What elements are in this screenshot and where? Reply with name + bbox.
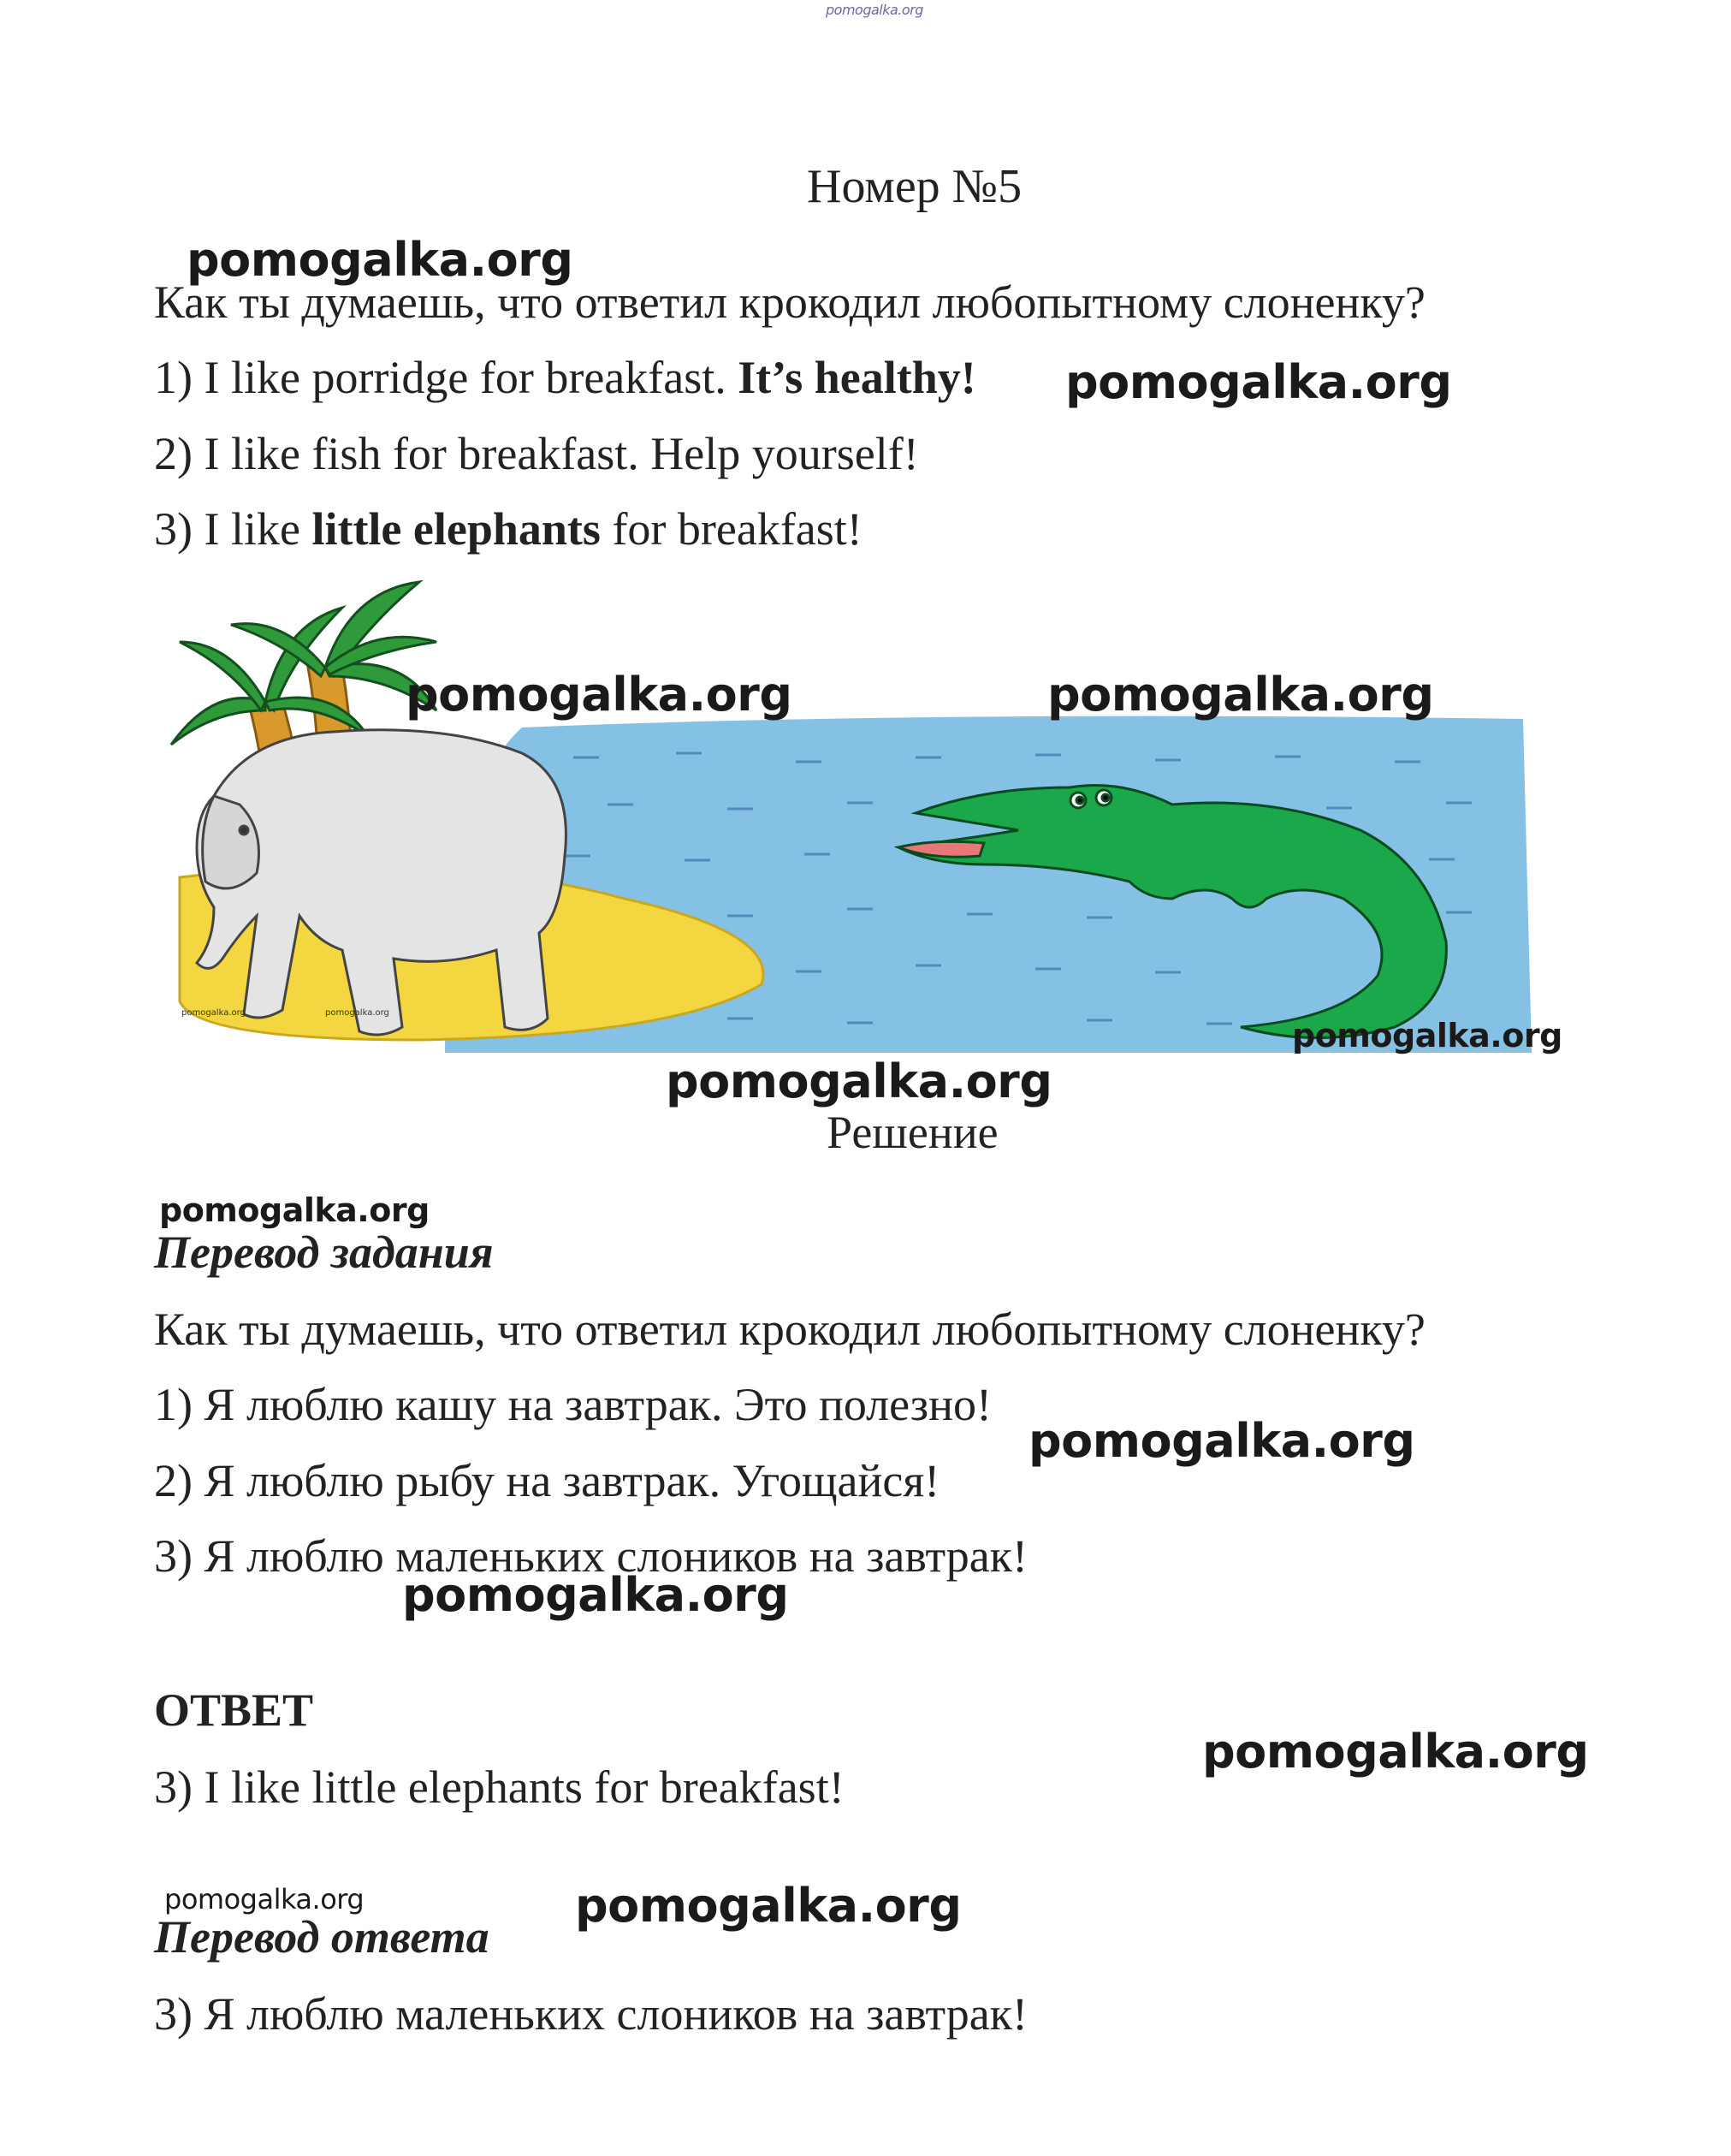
palm-leaves (171, 582, 436, 745)
illustration-watermark-1: pomogalka.org (181, 1008, 246, 1018)
watermark-8: pomogalka.org (1029, 1414, 1415, 1468)
translation-question: Как ты думаешь, что ответил крокодил любопытному слоненку? (154, 1304, 1426, 1355)
option-1 (154, 349, 976, 406)
translation-heading: Перевод задания (154, 1226, 494, 1278)
answer-text: 3) I like little elephants for breakfast! (154, 1761, 845, 1813)
elephant (197, 730, 566, 1035)
option-2-text: I like fish for breakfast. Help yourself! (204, 428, 919, 479)
watermark-7: pomogalka.org (159, 1191, 430, 1229)
option-2-num: 2) (154, 428, 193, 479)
option-2 (154, 425, 919, 482)
option-1-num: 1) (154, 352, 193, 403)
watermark-9: pomogalka.org (402, 1568, 789, 1622)
watermark-3: pomogalka.org (406, 668, 792, 722)
watermark-11: pomogalka.org (164, 1883, 365, 1915)
translation-line-2: 2) Я люблю рыбу на завтрак. Угощайся! (154, 1455, 940, 1506)
translation-line-1: 1) Я люблю кашу на завтрак. Это полезно! (154, 1379, 992, 1430)
header-watermark: pomogalka.org (826, 2, 923, 18)
option-3-post: for breakfast! (612, 503, 863, 555)
page-title: Номер №5 (807, 160, 1023, 213)
watermark-5: pomogalka.org (1292, 1017, 1562, 1054)
option-3-num: 3) (154, 503, 193, 555)
watermark-2: pomogalka.org (1065, 355, 1452, 409)
watermark-12: pomogalka.org (575, 1879, 962, 1933)
option-3-bold: little elephants (311, 503, 601, 555)
watermark-10: pomogalka.org (1202, 1725, 1589, 1779)
watermark-4: pomogalka.org (1047, 668, 1434, 722)
option-1-bold: It’s healthy! (738, 352, 976, 403)
answer-translation-text: 3) Я люблю маленьких слоников на завтрак! (154, 1988, 1028, 2040)
task-question: Как ты думаешь, что ответил крокодил любопытному слоненку? (154, 276, 1426, 328)
elephant-crocodile-illustration (163, 573, 1540, 1053)
watermark-1: pomogalka.org (187, 233, 573, 287)
answer-heading: ОТВЕТ (154, 1684, 314, 1736)
translation-line-3: 3) Я люблю маленьких слоников на завтрак! (154, 1530, 1028, 1582)
solution-label: Решение (827, 1107, 999, 1158)
option-1-text: I like porridge for breakfast. (204, 352, 726, 403)
option-3-pre: I like (204, 503, 300, 555)
illustration-watermark-2: pomogalka.org (325, 1008, 389, 1018)
option-3 (154, 501, 863, 557)
answer-translation-heading: Перевод ответа (154, 1911, 489, 1963)
watermark-6: pomogalka.org (666, 1054, 1052, 1108)
